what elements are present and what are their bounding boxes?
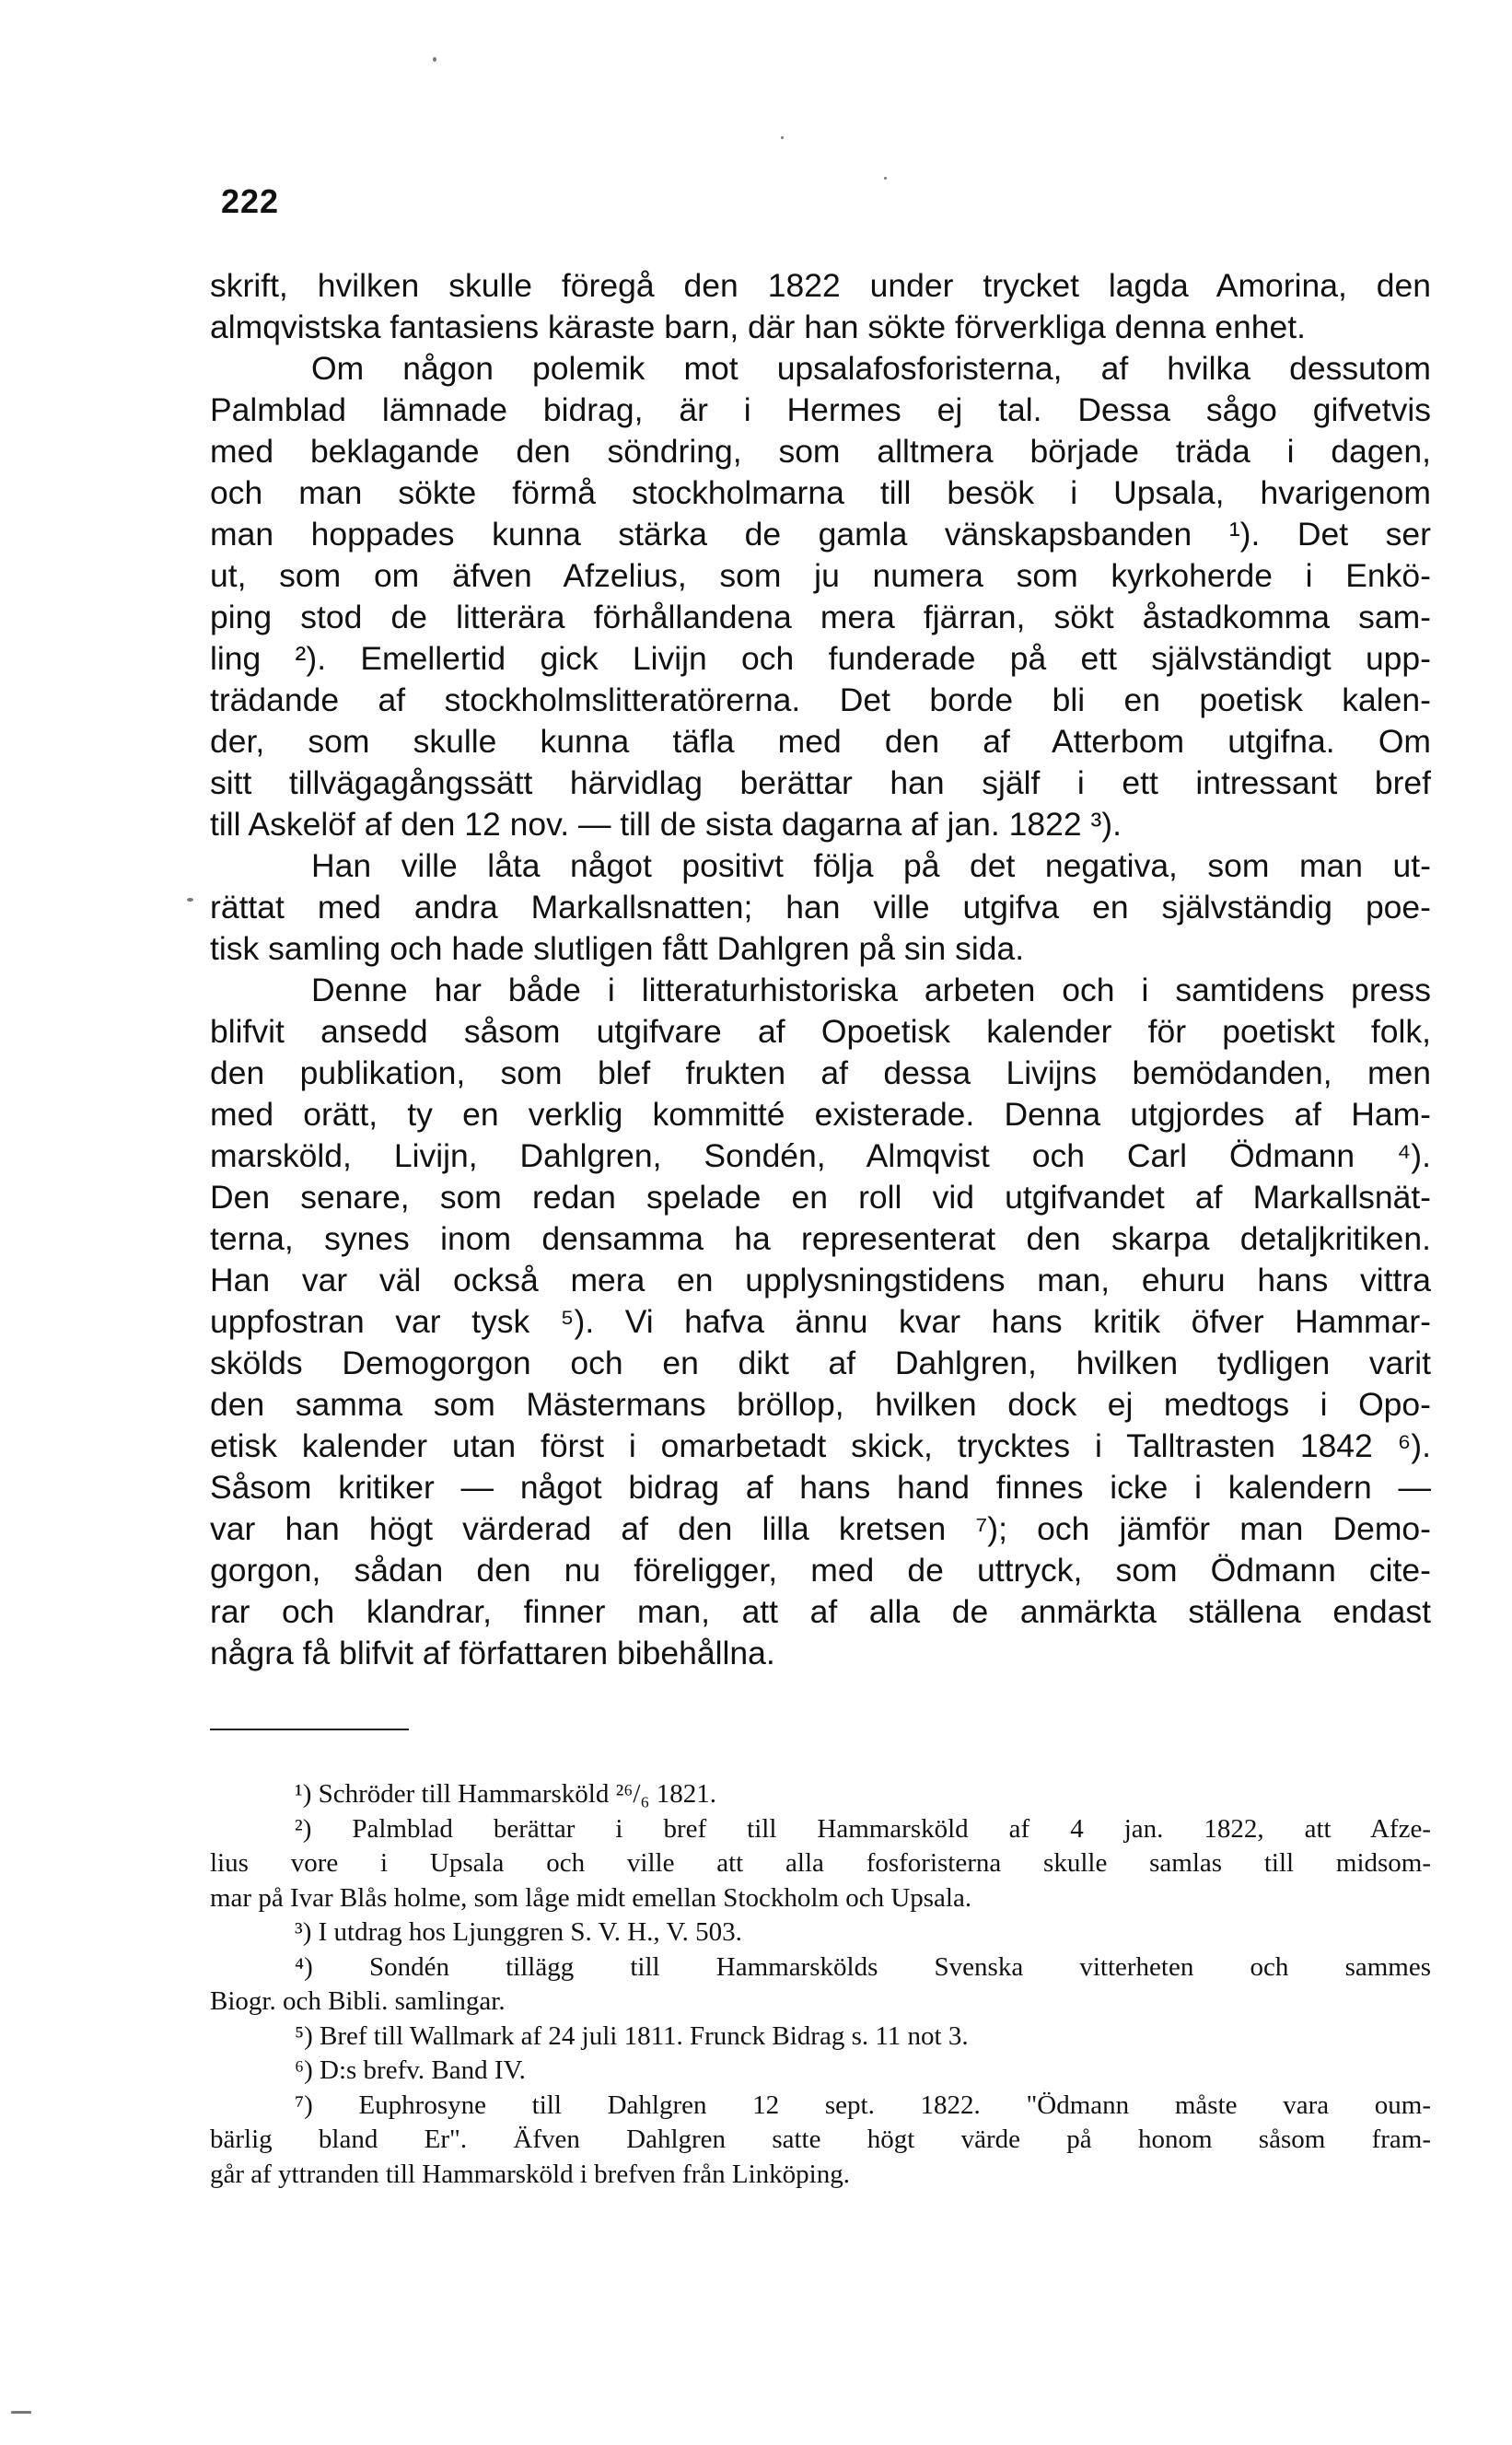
page-number: 222 [221, 182, 280, 220]
footnote-line: ⁵) Bref till Wallmark af 24 juli 1811. Frunck Bidrag s. 11 not 3. [295, 2020, 969, 2051]
text-line: Han var väl också mera en upplysningstidens man, ehuru hans vittra [210, 1262, 1431, 1298]
text-line: Den senare, som redan spelade en roll vid utgifvandet af Markallsnät- [210, 1179, 1431, 1216]
text-line: ling ²). Emellertid gick Livijn och funderade på ett självständigt upp- [210, 640, 1431, 677]
paragraph [210, 970, 1431, 1674]
footnote-line: ³) I utdrag hos Ljunggren S. V. H., V. 503. [295, 1917, 742, 1947]
text-line: tisk samling och hade slutligen fått Dahlgren på sin sida. [210, 930, 1025, 967]
scan-speck [884, 177, 887, 180]
text-line: skölds Demogorgon och en dikt af Dahlgren, hvilken tydligen varit [210, 1345, 1431, 1381]
text-line: några få blifvit af författaren bibehållna. [210, 1635, 775, 1671]
text-line: rättat med andra Markallsnatten; han ville utgifva en självständig poe- [210, 889, 1431, 926]
text-line: med beklagande den söndring, som alltmera började träda i dagen, [210, 433, 1431, 470]
text-line: ut, som om äfven Afzelius, som ju numera som kyrkoherde i Enkö- [210, 557, 1431, 594]
footnote [210, 2054, 1431, 2089]
footnote-line: ¹) Schröder till Hammarsköld ²⁶/₆ 1821. [295, 1779, 717, 1809]
footnote-line: bärlig bland Er". Äfven Dahlgren satte högt värde på honom såsom fram- [210, 2125, 1431, 2154]
text-line: Om någon polemik mot upsalafosforisterna, af hvilka dessutom [311, 350, 1431, 387]
scan-speck [187, 898, 193, 902]
scan-speck [433, 57, 436, 62]
footnote-line: Biogr. och Bibli. samlingar. [210, 1986, 506, 2016]
body-text [210, 265, 1431, 1674]
text-line: der, som skulle kunna täfla med den af Atterbom utgifna. Om [210, 723, 1431, 760]
footnote-line: lius vore i Upsala och ville att alla fosforisterna skulle samlas till midsom- [210, 1848, 1431, 1878]
text-line: och man sökte förmå stockholmarna till besök i Upsala, hvarigenom [210, 474, 1431, 511]
text-line: med orätt, ty en verklig kommitté existerade. Denna utgjordes af Ham- [210, 1096, 1431, 1133]
text-line: marsköld, Livijn, Dahlgren, Sondén, Almqvist och Carl Ödmann ⁴). [210, 1137, 1431, 1174]
footnote-line: ²) Palmblad berättar i bref till Hammarsköld af 4 jan. 1822, att Afze- [295, 1813, 1431, 1844]
text-line: var han högt värderad af den lilla kretsen ⁷); och jämför man Demo- [210, 1510, 1431, 1547]
paragraph [210, 348, 1431, 845]
footnote-divider [210, 1729, 409, 1730]
text-line: ping stod de litterära förhållandena mera fjärran, sökt åstadkomma sam- [210, 599, 1431, 635]
text-line: Denne har både i litteraturhistoriska arbeten och i samtidens press [311, 972, 1431, 1008]
text-line: sitt tillvägagångssätt härvidlag berättar han själf i ett intressant bref [210, 764, 1431, 801]
footnote [210, 2020, 1431, 2055]
footnote [210, 2089, 1431, 2193]
footnote-line: ⁶) D:s brefv. Band IV. [295, 2055, 526, 2085]
text-line: skrift, hvilken skulle föregå den 1822 under trycket lagda Amorina, den [210, 267, 1431, 304]
text-line: blifvit ansedd såsom utgifvare af Opoetisk kalender för poetiskt folk, [210, 1013, 1431, 1050]
text-line: till Askelöf af den 12 nov. — till de sista dagarna af jan. 1822 ³). [210, 806, 1122, 843]
footnote [210, 1777, 1431, 1812]
footnote [210, 1915, 1431, 1950]
text-line: den publikation, som blef frukten af dessa Livijns bemödanden, men [210, 1054, 1431, 1091]
footnote-line: mar på Ivar Blås holme, som låge midt emellan Stockholm och Upsala. [210, 1882, 972, 1913]
scan-speck [11, 2411, 31, 2414]
text-line: Han ville låta något positivt följa på det negativa, som man ut- [311, 847, 1431, 884]
text-line: trädande af stockholmslitteratörerna. Det borde bli en poetisk kalen- [210, 681, 1431, 718]
footnote [210, 1950, 1431, 2020]
footnote-line: ⁴) Sondén tillägg till Hammarskölds Svenska vitterheten och sammes [295, 1951, 1431, 1982]
text-line: rar och klandrar, finner man, att af alla de anmärkta ställena endast [210, 1593, 1431, 1630]
text-line: almqvistska fantasiens käraste barn, där han sökte förverkliga denna enhet. [210, 309, 1306, 345]
text-line: terna, synes inom densamma ha representerat den skarpa detaljkritiken. [210, 1220, 1431, 1257]
paragraph [210, 265, 1431, 348]
paragraph [210, 845, 1431, 970]
footnotes [210, 1777, 1431, 2192]
text-line: gorgon, sådan den nu föreligger, med de uttryck, som Ödmann cite- [210, 1552, 1431, 1589]
text-line: Såsom kritiker — något bidrag af hans hand finnes icke i kalendern — [210, 1469, 1431, 1506]
scan-speck [781, 136, 784, 139]
text-line: man hoppades kunna stärka de gamla vänskapsbanden ¹). Det ser [210, 516, 1431, 553]
footnote-line: ⁷) Euphrosyne till Dahlgren 12 sept. 1822. "Ödmann måste vara oum- [295, 2090, 1431, 2120]
text-line: Palmblad lämnade bidrag, är i Hermes ej tal. Dessa sågo gifvetvis [210, 391, 1431, 428]
text-line: etisk kalender utan först i omarbetadt skick, trycktes i Talltrasten 1842 ⁶). [210, 1427, 1431, 1464]
footnote [210, 1812, 1431, 1916]
footnote-line: går af yttranden till Hammarsköld i brefven från Linköping. [210, 2159, 850, 2189]
text-line: uppfostran var tysk ⁵). Vi hafva ännu kvar hans kritik öfver Hammar- [210, 1303, 1431, 1340]
text-line: den samma som Mästermans bröllop, hvilken dock ej medtogs i Opo- [210, 1386, 1431, 1423]
